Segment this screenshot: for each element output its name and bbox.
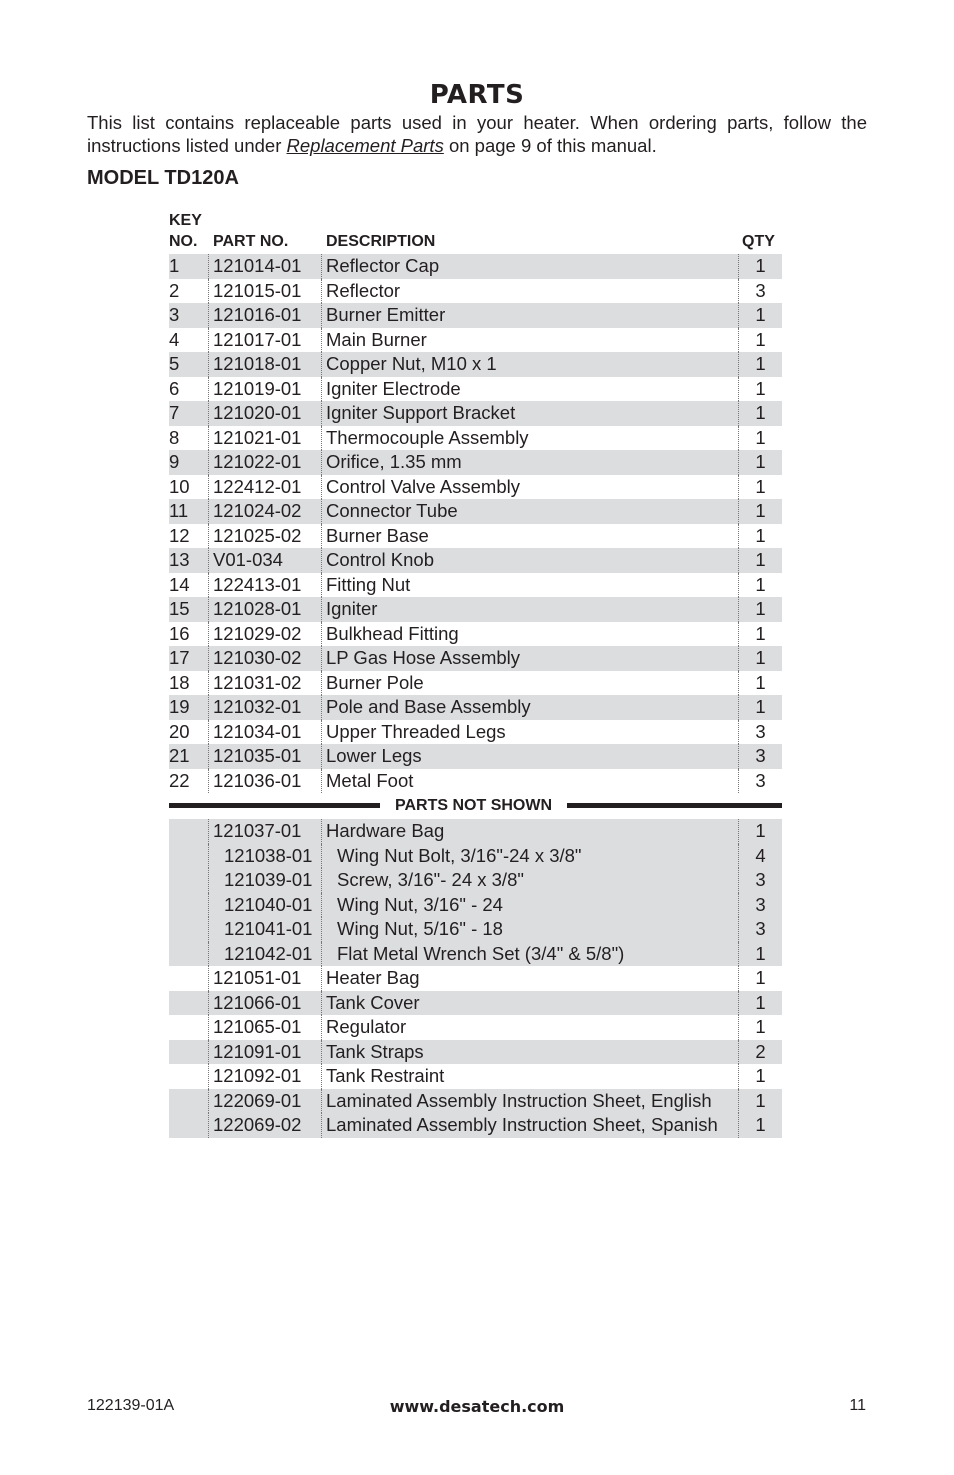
key-number: 22 (169, 769, 190, 791)
column-divider (208, 573, 209, 598)
part-number: 121034-01 (213, 720, 302, 742)
part-number: 122412-01 (213, 475, 302, 497)
table-row (169, 499, 782, 524)
key-number: 19 (169, 696, 190, 717)
column-divider (208, 254, 209, 279)
table-row (169, 1040, 782, 1065)
column-divider (208, 450, 209, 475)
column-divider (321, 1015, 322, 1040)
table-row (169, 991, 782, 1016)
part-quantity: 1 (755, 696, 766, 717)
part-number: 121020-01 (213, 402, 302, 423)
key-number: 5 (169, 353, 180, 374)
column-divider (321, 573, 322, 598)
column-divider (208, 917, 209, 942)
part-description: Reflector Cap (326, 255, 440, 276)
part-number: 121022-01 (213, 451, 302, 472)
part-quantity: 1 (755, 402, 766, 423)
website-link[interactable]: www.desatech.com (389, 1397, 565, 1416)
part-number: 121065-01 (213, 1016, 302, 1037)
part-description: Main Burner (326, 328, 427, 350)
column-divider (321, 450, 322, 475)
column-divider (321, 622, 322, 647)
column-divider (208, 328, 209, 353)
part-number: 121042-01 (224, 942, 313, 964)
table-row (169, 646, 782, 671)
part-description: Hardware Bag (326, 820, 445, 841)
table-row (169, 769, 782, 794)
column-divider (208, 942, 209, 967)
key-number: 13 (169, 549, 190, 570)
key-number: 8 (169, 426, 180, 448)
part-quantity: 1 (755, 1065, 766, 1086)
part-description: Bulkhead Fitting (326, 622, 459, 644)
column-divider (208, 303, 209, 328)
part-description: Reflector (326, 279, 401, 301)
column-divider (321, 1113, 322, 1138)
part-quantity: 3 (755, 745, 766, 766)
part-number: 122069-01 (213, 1089, 302, 1111)
column-divider (208, 1089, 209, 1114)
part-quantity: 1 (755, 353, 766, 374)
column-divider (208, 1113, 209, 1138)
part-number: 121031-02 (213, 671, 302, 693)
part-quantity: 1 (755, 500, 766, 521)
column-divider (321, 646, 322, 671)
column-divider (208, 844, 209, 869)
column-divider (321, 328, 322, 353)
header-key-line1: KEY (169, 212, 202, 229)
part-number: 121040-01 (224, 893, 313, 915)
part-description: Metal Foot (326, 769, 414, 791)
part-quantity: 1 (755, 304, 766, 325)
column-divider (208, 769, 209, 794)
intro-text-before: This list contains replaceable parts used in your heater. When ordering parts, follow the instructions listed under (87, 112, 867, 156)
column-divider (208, 279, 209, 304)
table-row (169, 450, 782, 475)
table-row (169, 328, 782, 353)
column-divider (321, 819, 322, 844)
part-quantity: 1 (755, 598, 766, 619)
column-divider (208, 352, 209, 377)
table-header (169, 210, 782, 254)
table-row (169, 819, 782, 844)
part-description: Connector Tube (326, 500, 458, 521)
doc-number: 122139-01A (87, 1397, 175, 1414)
divider-bar-left (169, 803, 380, 808)
column-divider (208, 475, 209, 500)
page-title: PARTS (429, 80, 525, 110)
key-number: 20 (169, 720, 190, 742)
column-divider (321, 744, 322, 769)
part-description: Wing Nut Bolt, 3/16"-24 x 3/8" (337, 844, 582, 866)
part-number: 121066-01 (213, 991, 302, 1013)
part-number: 121030-02 (213, 647, 302, 668)
model-heading: MODEL TD120A (87, 167, 239, 189)
part-description: Copper Nut, M10 x 1 (326, 353, 497, 374)
key-number: 12 (169, 524, 190, 546)
part-description: Heater Bag (326, 967, 420, 988)
key-number: 1 (169, 255, 180, 276)
table-row (169, 744, 782, 769)
table-row (169, 573, 782, 598)
column-divider (208, 695, 209, 720)
table-row (169, 377, 782, 402)
column-divider (321, 966, 322, 991)
part-number: 121038-01 (224, 844, 313, 866)
column-divider (321, 426, 322, 451)
part-number: 122069-02 (213, 1114, 302, 1135)
column-divider (321, 868, 322, 893)
part-quantity: 3 (755, 893, 766, 915)
part-number: 121024-02 (213, 500, 302, 521)
column-divider (321, 893, 322, 918)
key-number: 18 (169, 671, 190, 693)
table-row (169, 352, 782, 377)
column-divider (321, 524, 322, 549)
part-number: 121037-01 (213, 820, 302, 841)
table-row (169, 597, 782, 622)
key-number: 4 (169, 328, 180, 350)
table-row (169, 917, 782, 942)
table-row (169, 868, 782, 893)
part-description: Wing Nut, 3/16" - 24 (337, 893, 503, 915)
column-divider (321, 1040, 322, 1065)
part-quantity: 1 (755, 573, 766, 595)
part-description: Upper Threaded Legs (326, 720, 506, 742)
part-quantity: 1 (755, 647, 766, 668)
column-divider (321, 279, 322, 304)
table-row (169, 254, 782, 279)
table-row (169, 279, 782, 304)
column-divider (208, 893, 209, 918)
key-number: 11 (169, 500, 189, 521)
part-number: 121051-01 (213, 967, 302, 988)
part-description: Igniter (326, 598, 378, 619)
part-description: Laminated Assembly Instruction Sheet, English (326, 1089, 712, 1111)
column-divider (208, 426, 209, 451)
column-divider (208, 966, 209, 991)
column-divider (208, 524, 209, 549)
part-quantity: 3 (755, 279, 766, 301)
key-number: 14 (169, 573, 190, 595)
column-divider (208, 401, 209, 426)
table-row (169, 548, 782, 573)
part-number: 121019-01 (213, 377, 302, 399)
page-number: 11 (849, 1397, 866, 1414)
column-divider (208, 868, 209, 893)
key-number: 15 (169, 598, 190, 619)
key-number: 21 (169, 745, 190, 766)
part-number: 121025-02 (213, 524, 302, 546)
column-divider (321, 769, 322, 794)
table-row (169, 720, 782, 745)
parts-not-shown-label: PARTS NOT SHOWN (394, 797, 553, 814)
part-number: 121017-01 (213, 328, 302, 350)
part-quantity: 4 (755, 844, 766, 866)
part-description: Control Knob (326, 549, 434, 570)
column-divider (321, 377, 322, 402)
header-part-no: PART NO. (213, 233, 289, 250)
part-description: Igniter Support Bracket (326, 402, 516, 423)
part-quantity: 1 (755, 549, 766, 570)
part-description: Screw, 3/16"- 24 x 3/8" (337, 869, 524, 890)
key-number: 2 (169, 279, 180, 301)
part-description: Tank Straps (326, 1040, 424, 1062)
column-divider (208, 377, 209, 402)
part-description: Thermocouple Assembly (326, 426, 529, 448)
parts-table (169, 210, 782, 1138)
replacement-parts-link[interactable]: Replacement Parts (286, 135, 444, 156)
part-description: Regulator (326, 1016, 407, 1037)
part-number: V01-034 (213, 549, 283, 570)
part-number: 122413-01 (213, 573, 302, 595)
part-quantity: 1 (755, 671, 766, 693)
header-description: DESCRIPTION (326, 233, 436, 250)
column-divider (321, 671, 322, 696)
table-row (169, 524, 782, 549)
part-quantity: 1 (755, 524, 766, 546)
column-divider (321, 1089, 322, 1114)
column-divider (208, 671, 209, 696)
column-divider (321, 991, 322, 1016)
part-number: 121092-01 (213, 1065, 302, 1086)
column-divider (321, 548, 322, 573)
table-row (169, 1089, 782, 1114)
table-row (169, 1113, 782, 1138)
column-divider (321, 303, 322, 328)
part-description: Burner Emitter (326, 304, 446, 325)
part-description: Laminated Assembly Instruction Sheet, Spanish (326, 1114, 718, 1135)
column-divider (321, 352, 322, 377)
part-description: Igniter Electrode (326, 377, 461, 399)
part-description: Control Valve Assembly (326, 475, 520, 497)
part-number: 121091-01 (213, 1040, 302, 1062)
column-divider (321, 597, 322, 622)
part-number: 121018-01 (213, 353, 302, 374)
column-divider (208, 720, 209, 745)
column-divider (321, 1064, 322, 1089)
column-divider (321, 844, 322, 869)
column-divider (208, 646, 209, 671)
table-row (169, 844, 782, 869)
part-description: Fitting Nut (326, 573, 411, 595)
part-quantity: 1 (755, 1016, 766, 1037)
column-divider (321, 401, 322, 426)
header-qty: QTY (742, 233, 775, 250)
table-row (169, 942, 782, 967)
column-divider (321, 917, 322, 942)
column-divider (321, 499, 322, 524)
part-quantity: 1 (755, 1114, 766, 1135)
table-row (169, 1015, 782, 1040)
part-quantity: 3 (755, 869, 766, 890)
part-quantity: 1 (755, 255, 766, 276)
part-quantity: 1 (755, 942, 766, 964)
part-description: Burner Pole (326, 671, 424, 693)
column-divider (208, 1015, 209, 1040)
part-number: 121021-01 (213, 426, 302, 448)
column-divider (208, 1040, 209, 1065)
part-quantity: 1 (755, 475, 766, 497)
key-number: 17 (169, 647, 190, 668)
key-number: 7 (169, 402, 180, 423)
part-number: 121014-01 (213, 255, 302, 276)
part-number: 121041-01 (224, 918, 313, 939)
table-row (169, 622, 782, 647)
column-divider (321, 720, 322, 745)
divider-bar-right (567, 803, 782, 808)
part-description: Wing Nut, 5/16" - 18 (337, 918, 503, 939)
column-divider (208, 1064, 209, 1089)
part-description: Burner Base (326, 524, 429, 546)
part-number: 121016-01 (213, 304, 302, 325)
part-quantity: 2 (755, 1040, 766, 1062)
table-row (169, 695, 782, 720)
part-description: Pole and Base Assembly (326, 696, 531, 717)
column-divider (208, 819, 209, 844)
intro-paragraph (87, 111, 867, 157)
part-quantity: 3 (755, 918, 766, 939)
table-row (169, 401, 782, 426)
part-number: 121036-01 (213, 769, 302, 791)
header-key-line2: NO. (169, 233, 198, 250)
column-divider (208, 744, 209, 769)
column-divider (321, 942, 322, 967)
part-quantity: 1 (755, 328, 766, 350)
part-number: 121032-01 (213, 696, 302, 717)
column-divider (321, 695, 322, 720)
key-number: 3 (169, 304, 180, 325)
key-number: 6 (169, 377, 180, 399)
column-divider (208, 622, 209, 647)
column-divider (208, 499, 209, 524)
part-number: 121035-01 (213, 745, 302, 766)
part-quantity: 1 (755, 1089, 766, 1111)
part-quantity: 1 (755, 820, 766, 841)
part-description: Tank Cover (326, 991, 420, 1013)
part-number: 121029-02 (213, 622, 302, 644)
part-quantity: 3 (755, 769, 766, 791)
part-quantity: 1 (755, 426, 766, 448)
intro-text-after: on page 9 of this manual. (443, 135, 657, 156)
table-row (169, 426, 782, 451)
table-row (169, 303, 782, 328)
part-number: 121015-01 (213, 279, 302, 301)
part-description: LP Gas Hose Assembly (326, 647, 520, 668)
column-divider (208, 991, 209, 1016)
column-divider (321, 254, 322, 279)
parts-not-shown-divider (169, 795, 782, 816)
part-quantity: 1 (755, 967, 766, 988)
part-quantity: 1 (755, 451, 766, 472)
part-quantity: 1 (755, 622, 766, 644)
part-quantity: 1 (755, 377, 766, 399)
part-description: Tank Restraint (326, 1065, 445, 1086)
part-number: 121039-01 (224, 869, 313, 890)
table-row (169, 966, 782, 991)
main-parts-list (169, 254, 782, 793)
table-row (169, 893, 782, 918)
part-description: Flat Metal Wrench Set (3/4" & 5/8") (337, 942, 625, 964)
key-number: 16 (169, 622, 190, 644)
part-description: Lower Legs (326, 745, 422, 766)
key-number: 9 (169, 451, 180, 472)
part-number: 121028-01 (213, 598, 302, 619)
column-divider (321, 475, 322, 500)
column-divider (208, 548, 209, 573)
part-quantity: 1 (755, 991, 766, 1013)
table-row (169, 1064, 782, 1089)
key-number: 10 (169, 475, 190, 497)
column-divider (208, 597, 209, 622)
part-quantity: 3 (755, 720, 766, 742)
part-description: Orifice, 1.35 mm (326, 451, 462, 472)
table-row (169, 475, 782, 500)
not-shown-parts-list (169, 819, 782, 1138)
table-row (169, 671, 782, 696)
